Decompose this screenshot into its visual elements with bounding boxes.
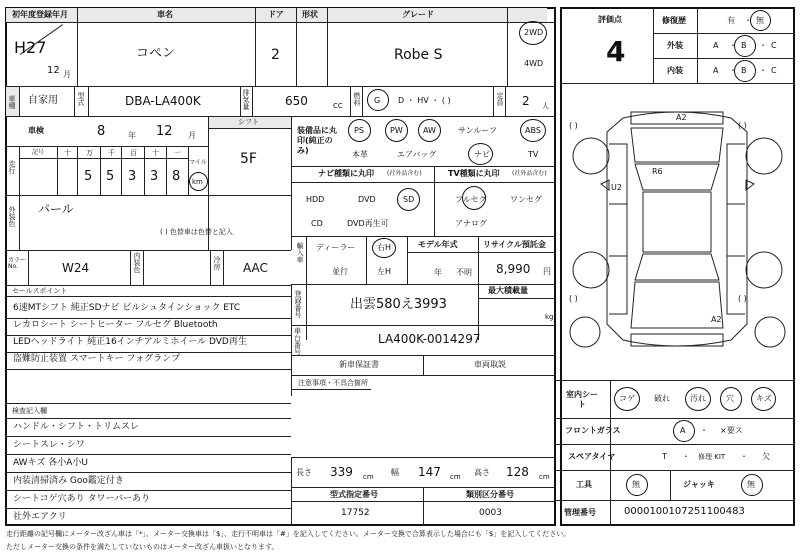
inspection-label: 車検 [28, 126, 44, 135]
seat-scratch: キズ [756, 394, 772, 403]
mileage-unit-5: 一 [174, 149, 181, 157]
spare-sep1: ・ [682, 452, 690, 461]
mileage-unit-2: 千 [108, 149, 115, 157]
inspector-note-2: シートスレ・シワ [13, 440, 85, 450]
registration-era: H27 [14, 38, 47, 57]
ac-label: 冷房 [213, 256, 221, 270]
sales-points-label: セールスポイント [12, 287, 68, 295]
tv-fullseg: フルセグ [455, 195, 487, 204]
registration-label: 登録番号 [294, 290, 302, 318]
interior-b: B [741, 66, 747, 75]
max-load-label: 最大積載量 [488, 286, 528, 295]
width-label: 幅 [391, 468, 399, 477]
cc-unit: CC [333, 102, 343, 110]
mileage-digit-3: 3 [150, 169, 159, 184]
height-value: 128 [506, 465, 529, 479]
nav-hdd: HDD [306, 195, 325, 204]
class-number-value: 0003 [479, 508, 502, 518]
mileage-digit-2: 3 [128, 169, 137, 184]
exterior-c: C [771, 41, 777, 50]
windshield-replace: ×要ス [720, 426, 743, 435]
repair-sep: ・ [744, 16, 752, 25]
seat-tear: 破れ [654, 394, 670, 403]
km-label: km [192, 178, 203, 186]
color-no-value: W24 [62, 261, 90, 275]
jack-label: ジャッキ [683, 480, 715, 489]
tv-oneseg: ワンセグ [510, 195, 542, 204]
exterior-sep1: ・ [729, 41, 737, 50]
equip-aw: AW [423, 126, 436, 135]
import-label: 輸入車 [296, 242, 304, 263]
displacement-value: 650 [285, 94, 308, 108]
equip-pw: PW [390, 126, 403, 135]
sales-point-3: LEDヘッドライト 純正16インチアルミホイール DVD再生 [13, 337, 247, 347]
ac-value: AAC [243, 261, 268, 275]
usage-label: 車種 [8, 95, 16, 109]
color-change-note: ( ) 色替車は色替と記入 [160, 228, 233, 236]
length-label: 長さ [296, 468, 312, 477]
width-unit: cm [450, 473, 461, 481]
mileage-unit-0: 十 [64, 149, 71, 157]
fuel-label: 燃料 [353, 92, 361, 106]
exterior-a: A [713, 41, 719, 50]
footer-note-1: 走行距離の記号欄にメーター改ざん車は「*」、メーター交換車は「$」、走行不明車は「#」を記入してください。メーター交換で合算表示した場合にも「$」を記入してください。 [6, 530, 571, 538]
tv-type-note: (社外品含む) [512, 170, 547, 177]
interior-a: A [713, 66, 719, 75]
height-unit: cm [539, 473, 550, 481]
import-right-h: 右H [377, 243, 392, 252]
interior-sep1: ・ [729, 66, 737, 75]
inspection-month: 12 [156, 124, 173, 139]
recycle-value: 8,990 [496, 262, 531, 276]
nav-sd: SD [403, 195, 415, 204]
door-header: ドア [268, 10, 284, 19]
registration-value: 出雲580え3993 [350, 297, 447, 312]
damage-rear-bumper: A2 [711, 315, 722, 324]
chassis-label: 車台番号 [294, 327, 301, 356]
interior-grade-label: 内装 [667, 66, 683, 75]
capacity-label: 定員 [496, 92, 504, 106]
model-label: 型式 [77, 92, 85, 106]
windshield-label: フロントガラス [565, 426, 621, 435]
equip-sunroof: サンルーフ [458, 126, 497, 135]
exterior-b: B [741, 41, 747, 50]
equip-navi: ナビ [474, 150, 490, 159]
car-name-header: 車名 [157, 10, 173, 19]
width-value: 147 [418, 465, 441, 479]
inspector-note-4: 内装清掃済み Goo鑑定付き [13, 476, 124, 486]
fuel-g: G [374, 96, 381, 105]
usage-value: 自家用 [28, 95, 58, 106]
mileage-unit-1: 万 [86, 149, 93, 157]
new-car-warranty: 新車保証書 [339, 360, 379, 369]
equip-leather: 本革 [352, 150, 368, 159]
rating-value: 4 [606, 35, 626, 68]
import-dealer: ディーラー [316, 243, 356, 252]
color-label: 外装色 [8, 206, 16, 227]
type-designation-value: 17752 [341, 508, 370, 518]
tv-type-label: TV種類に丸印 [448, 169, 500, 178]
mileage-digit-0: 5 [84, 169, 93, 184]
diagram-paren-1: ( ) [569, 121, 578, 130]
equip-abs: ABS [525, 126, 541, 135]
max-load-unit: kg [545, 313, 554, 321]
equip-airbag: エアバッグ [397, 150, 437, 159]
damage-hood: R6 [652, 167, 663, 176]
inspector-note-3: AWキズ 各小A小U [13, 458, 88, 468]
type-designation-label: 型式指定番号 [330, 490, 378, 499]
grade-value: Robe S [394, 47, 443, 63]
windshield-a: A [680, 426, 686, 435]
mileage-unit-3: 百 [130, 149, 137, 157]
jack-value: 無 [747, 480, 755, 489]
model-value: DBA-LA400K [125, 94, 201, 108]
length-unit: cm [363, 473, 374, 481]
control-number-label: 管理番号 [564, 508, 596, 517]
interior-c: C [771, 66, 777, 75]
diagram-paren-2: ( ) [738, 121, 747, 130]
tv-analog: アナログ [455, 219, 487, 228]
inspection-month-unit: 月 [188, 131, 196, 140]
recycle-unit: 円 [543, 267, 551, 276]
inspection-year-unit: 年 [128, 131, 136, 140]
model-year-unit: 年 [434, 268, 442, 277]
capacity-unit: 人 [542, 102, 549, 110]
model-year-unknown: 不明 [456, 268, 472, 277]
mileage-digit-4: 8 [172, 169, 181, 184]
repair-history-label: 修復歴 [662, 16, 686, 25]
chassis-value: LA400K-0014297 [378, 332, 481, 346]
model-year-label: モデル年式 [418, 240, 458, 249]
length-value: 339 [330, 465, 353, 479]
nav-type-label: ナビ種類に丸印 [318, 169, 374, 178]
spare-missing: 欠 [762, 452, 770, 461]
shift-value: 5F [240, 151, 257, 167]
color-value: パール [38, 202, 74, 216]
mileage-label: 走行 [8, 160, 16, 174]
recycle-label: リサイクル預託金 [483, 240, 546, 249]
spare-t: T [662, 452, 667, 461]
first-registration-header: 初年度登録年月 [12, 10, 68, 19]
inspector-notes-label: 検査記入欄 [12, 407, 47, 415]
damage-front-bumper: A2 [676, 113, 687, 122]
notes-label: 注意事項・不具合箇所 [298, 379, 368, 387]
spare-sep2: ・ [740, 452, 748, 461]
car-damage-diagram [561, 84, 794, 380]
drive-4wd: 4WD [524, 59, 544, 68]
color-no-label: カラーNo. [8, 257, 27, 270]
mileage-unit-4: 十 [152, 149, 159, 157]
capacity-value: 2 [522, 94, 530, 108]
equip-tv: TV [528, 150, 539, 159]
seat-burn: コゲ [619, 394, 635, 403]
nav-dvd: DVD [358, 195, 376, 204]
inspection-year: 8 [97, 124, 106, 139]
tools-label: 工具 [576, 480, 592, 489]
sales-point-2: レカロシート シートヒーター フルセグ Bluetooth [13, 320, 218, 330]
rating-label: 評価点 [598, 15, 622, 24]
door-count: 2 [271, 47, 280, 63]
car-name: コペン [136, 46, 176, 61]
shift-label: シフト [238, 118, 259, 126]
seat-stain: 汚れ [690, 394, 706, 403]
mile-label: マイル [189, 159, 207, 166]
exterior-sep2: ・ [759, 41, 767, 50]
registration-month-unit: 月 [63, 70, 71, 79]
owner-manual: 車両取説 [474, 360, 506, 369]
displacement-label: 排気量 [242, 89, 250, 110]
grade-header: グレード [402, 10, 434, 19]
sales-point-1: 6速MTシフト 純正SDナビ ビルシュタインショック ETC [13, 303, 241, 313]
exterior-grade-label: 外装 [667, 41, 683, 50]
sales-point-4: 盗難防止装置 スマートキー フォグランプ [13, 354, 181, 364]
damage-left-side: U2 [611, 183, 622, 192]
class-number-label: 類別区分番号 [466, 490, 514, 499]
equip-ps: PS [354, 126, 364, 135]
inspector-note-6: 社外エアクリ [13, 512, 67, 522]
tools-value: 無 [632, 480, 640, 489]
repair-none: 無 [756, 16, 764, 25]
nav-dvd-play: DVD再生可 [347, 219, 389, 228]
mileage-symbol-label: 記号 [32, 149, 45, 156]
import-parallel: 並行 [332, 267, 348, 276]
height-label: 高さ [474, 468, 490, 477]
import-left-h: 左H [377, 267, 392, 276]
footer-note-2: ただしメーター交換の条件を満たしていないものはメーター改ざん車扱いとなります。 [6, 543, 279, 551]
drive-2wd: 2WD [524, 28, 544, 37]
mileage-digit-1: 5 [106, 169, 115, 184]
repair-yes: 有 [727, 16, 735, 25]
registration-month: 12 [47, 65, 60, 76]
spare-tire-label: スペアタイヤ [568, 452, 616, 461]
interior-sep2: ・ [759, 66, 767, 75]
inspector-note-1: ハンドル・シフト・トリムスレ [13, 422, 140, 432]
fuel-other: D ・ HV ・ ( ) [398, 96, 451, 105]
shape-header: 形状 [302, 10, 318, 19]
equipment-label: 装備品に丸印(純正のみ) [297, 126, 337, 155]
control-number-value: 0000100107251100483 [624, 506, 745, 517]
windshield-sep: ・ [700, 426, 708, 435]
spare-kit: 修理 KIT [698, 453, 726, 461]
diagram-paren-4: ( ) [738, 294, 747, 303]
interior-color-label: 内装色 [133, 252, 141, 273]
nav-type-note: (社外品含む) [387, 170, 422, 177]
inspector-note-5: シートコゲ穴あり タワーバーあり [13, 494, 151, 504]
seat-hole: 穴 [726, 394, 734, 403]
diagram-paren-3: ( ) [569, 294, 578, 303]
seat-label: 室内シート [566, 390, 598, 410]
nav-cd: CD [311, 219, 323, 228]
